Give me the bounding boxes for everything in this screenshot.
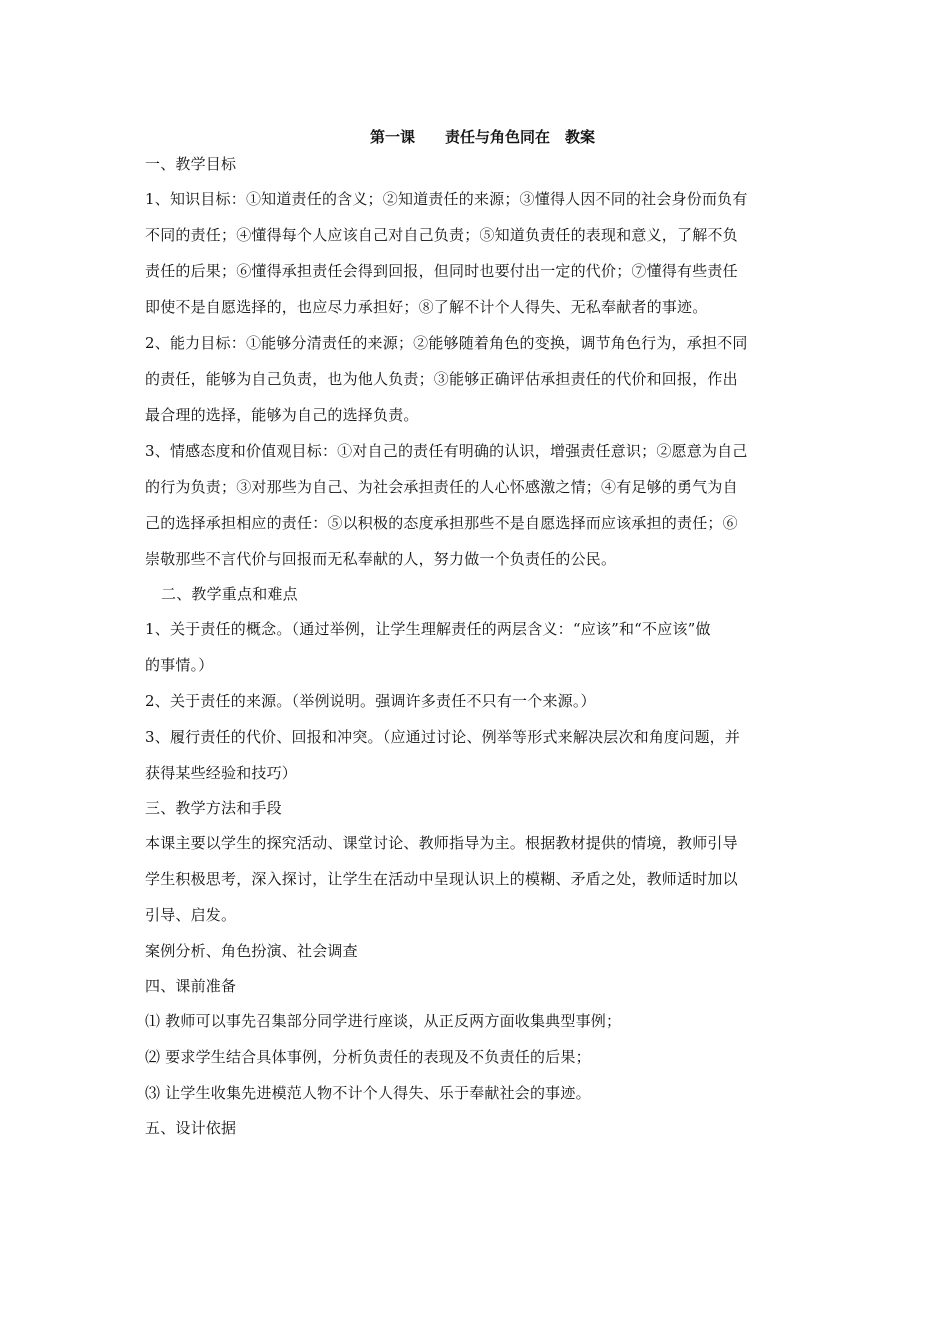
paragraph-line: 获得某些经验和技巧） [145,764,298,782]
section-heading-methods: 三、教学方法和手段 [145,799,282,817]
paragraph-line: 崇敬那些不言代价与回报而无私奉献的人，努力做一个负责任的公民。 [145,550,617,568]
document-body [145,127,810,1145]
paragraph-line: 己的选择承担相应的责任：⑤以积极的态度承担那些不是自愿选择而应该承担的责任；⑥ [145,514,738,532]
paragraph-line: 2、能力目标：①能够分清责任的来源；②能够随着角色的变换，调节角色行为，承担不同 [145,334,748,352]
paragraph-line: 2、关于责任的来源。（举例说明。强调许多责任不只有一个来源。） [145,692,596,710]
list-item: ⑴ 教师可以事先召集部分同学进行座谈，从正反两方面收集典型事例； [145,1012,622,1030]
paragraph-line: 最合理的选择，能够为自己的选择负责。 [145,406,419,424]
section-heading-design-basis: 五、设计依据 [145,1119,237,1137]
paragraph-line: 案例分析、角色扮演、社会调查 [145,942,358,960]
paragraph-line: 3、情感态度和价值观目标：①对自己的责任有明确的认识，增强责任意识；②愿意为自己 [145,442,748,460]
paragraph-line: 不同的责任；④懂得每个人应该自己对自己负责；⑤知道负责任的表现和意义，了解不负 [145,226,738,244]
paragraph-line: 的行为负责；③对那些为自己、为社会承担责任的人心怀感激之情；④有足够的勇气为自 [145,478,738,496]
paragraph-line: 引导、启发。 [145,906,237,924]
list-item: ⑵ 要求学生结合具体事例，分析负责任的表现及不负责任的后果； [145,1048,591,1066]
paragraph-line: 1、关于责任的概念。（通过举例，让学生理解责任的两层含义：“应该”和“不应该”做 [145,620,711,638]
paragraph-line: 1、知识目标：①知道责任的含义；②知道责任的来源；③懂得人因不同的社会身份而负有 [145,190,748,208]
section-heading-preparation: 四、课前准备 [145,977,237,995]
section-heading-teaching-goals: 一、教学目标 [145,155,237,173]
paragraph-line: 学生积极思考，深入探讨，让学生在活动中呈现认识上的模糊、矛盾之处，教师适时加以 [145,870,738,888]
paragraph-line: 本课主要以学生的探究活动、课堂讨论、教师指导为主。根据教材提供的情境，教师引导 [145,834,738,852]
paragraph-line: 的责任，能够为自己负责，也为他人负责；③能够正确评估承担责任的代价和回报，作出 [145,370,738,388]
document-title: 第一课 责任与角色同在 教案 [369,128,595,146]
paragraph-line: 责任的后果；⑥懂得承担责任会得到回报，但同时也要付出一定的代价；⑦懂得有些责任 [145,262,738,280]
paragraph-line: 即使不是自愿选择的，也应尽力承担好；⑧了解不计个人得失、无私奉献者的事迹。 [145,298,708,316]
list-item: ⑶ 让学生收集先进模范人物不计个人得失、乐于奉献社会的事迹。 [145,1084,591,1102]
section-heading-key-points: 二、教学重点和难点 [161,585,298,603]
paragraph-line: 3、履行责任的代价、回报和冲突。（应通过讨论、例举等形式来解决层次和角度问题，并 [145,728,741,746]
paragraph-line: 的事情。） [145,656,214,674]
